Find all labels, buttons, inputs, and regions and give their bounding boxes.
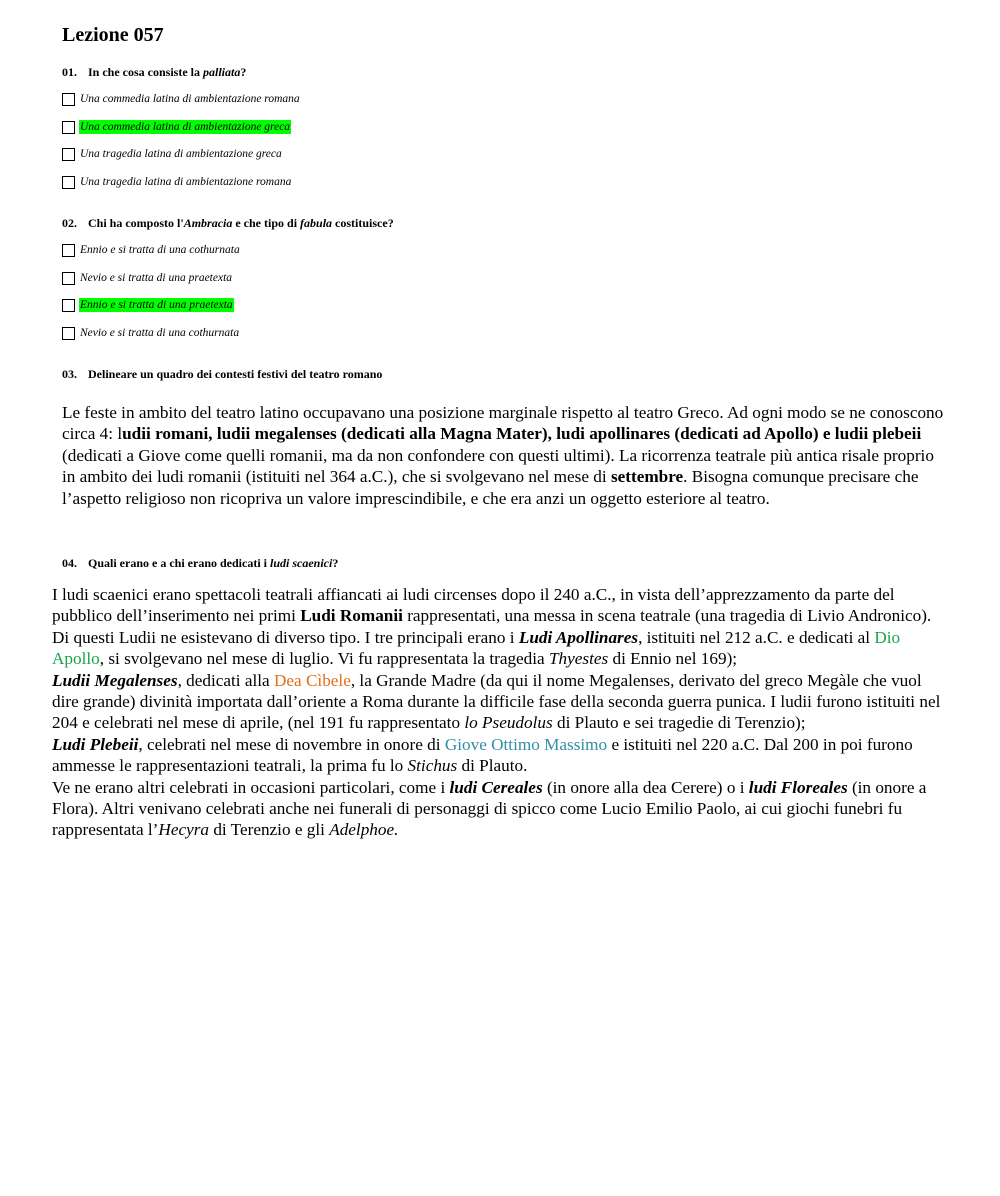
question-3: 03. Delineare un quadro dei contesti festivi del teatro romano <box>62 367 383 381</box>
question-number: 04. <box>62 556 77 570</box>
answer-checkbox[interactable] <box>62 176 75 189</box>
answer-checkbox[interactable] <box>62 93 75 106</box>
option-text: Nevio e si tratta di una cothurnata <box>80 327 240 339</box>
question-4: 04. Quali erano e a chi erano dedicati i ludi scaenici? <box>62 556 339 570</box>
answer-checkbox[interactable] <box>62 121 75 134</box>
answer-4-paragraph-3: Ludi Plebeii, celebrati nel mese di novembre in onore di Giove Ottimo Massimo e istituiti nel 220 a.C. Dal 200 in poi furono ammesse le rappresentazioni teatrali, la prima fu lo Stichus di Plauto. <box>52 734 913 776</box>
option-text: Nevio e si tratta di una praetexta <box>80 272 233 284</box>
question-number: 02. <box>62 216 77 230</box>
option-text-highlighted: Ennio e si tratta di una praetexta <box>80 299 233 311</box>
answer-checkbox[interactable] <box>62 148 75 161</box>
answer-4-paragraph-4: Ve ne erano altri celebrati in occasioni particolari, come i ludi Cereales (in onore alla dea Cerere) o i ludi Floreales (in onore a Flora). Altri venivano celebrati anche nei funerali di personaggi di spicco come Lucio Emilio Paolo, ai cui giochi funebri fu rappresentata l’Hecyra di Terenzio e gli Adelphoe. <box>52 777 927 840</box>
answer-3-text: Le feste in ambito del teatro latino occupavano una posizione marginale rispetto al teatro Greco. Ad ogni modo se ne conoscono circa 4: ludii romani, ludii megalenses (dedicati alla Magna Mater), ludi apollinares (dedicati ad Apollo) e ludii plebeii (dedicati a Giove come quelli romanii, ma da non confondere con questi ultimi). La ricorrenza teatrale più antica risale proprio in ambito dei ludi romanii (istituiti nel 364 a.C.), che si svolgevano nel mese di settembre. Bisogna comunque precisare che l’aspetto religioso non ricopriva un valore imprescindibile, e che era anzi un oggetto esteriore al teatro. <box>62 403 944 508</box>
q2-option-3-correct[interactable] <box>62 297 234 313</box>
question-2: 02. Chi ha composto l'Ambracia e che tipo di fabula costituisce? <box>62 216 394 230</box>
question-number: 03. <box>62 367 77 381</box>
answer-4-text <box>52 584 952 841</box>
option-text-highlighted: Una commedia latina di ambientazione greca <box>80 121 291 133</box>
answer-checkbox[interactable] <box>62 272 75 285</box>
option-text: Ennio e si tratta di una cothurnata <box>80 244 240 256</box>
question-number: 01. <box>62 65 77 79</box>
option-text: Una commedia latina di ambientazione romana <box>80 93 300 105</box>
q2-option-4[interactable] <box>62 325 240 341</box>
answer-checkbox[interactable] <box>62 327 75 340</box>
option-text: Una tragedia latina di ambientazione romana <box>80 176 292 188</box>
answer-checkbox[interactable] <box>62 244 75 257</box>
giove-text: Giove Ottimo Massimo <box>444 734 608 754</box>
dea-cibele-text: Dea Cìbele <box>273 670 351 690</box>
q1-option-2-correct[interactable] <box>62 119 291 135</box>
answer-4-paragraph-2: Ludii Megalenses, dedicati alla Dea Cìbele, la Grande Madre (da qui il nome Megalenses, derivato del greco Megàle che vuol dire grande) divinità importata dall’oriente a Roma durante la difficile fase della seconda guerra punica. I ludii furono istituiti nel 204 e celebrati nel mese di aprile, (nel 191 fu rappresentato lo Pseudolus di Plauto e sei tragedie di Terenzio); <box>52 670 941 733</box>
answer-4-paragraph-1: I ludi scaenici erano spettacoli teatrali affiancati ai ludi circenses dopo il 240 a.C., in vista dell’apprezzamento da parte del pubblico dell’inserimento nei primi Ludi Romanii rappresentati, una messa in scena teatrale (una tragedia di Livio Andronico). Di questi Ludii ne esistevano di diverso tipo. I tre principali erano i Ludi Apollinares, istituiti nel 212 a.C. e dedicati al Dio Apollo, si svolgevano nel mese di luglio. Vi fu rappresentata la tragedia Thyestes di Ennio nel 169); <box>52 585 932 669</box>
option-text: Una tragedia latina di ambientazione greca <box>80 148 282 160</box>
q2-option-1[interactable] <box>62 242 241 258</box>
q2-option-2[interactable] <box>62 270 233 286</box>
lesson-title: Lezione 057 <box>62 24 164 46</box>
q1-option-1[interactable] <box>62 91 301 107</box>
q1-option-4[interactable] <box>62 174 292 190</box>
question-1: 01. In che cosa consiste la palliata? <box>62 65 247 79</box>
dio-apollo-link-text: Dio Apollo <box>52 627 901 669</box>
answer-checkbox[interactable] <box>62 299 75 312</box>
q1-option-3[interactable] <box>62 146 283 162</box>
